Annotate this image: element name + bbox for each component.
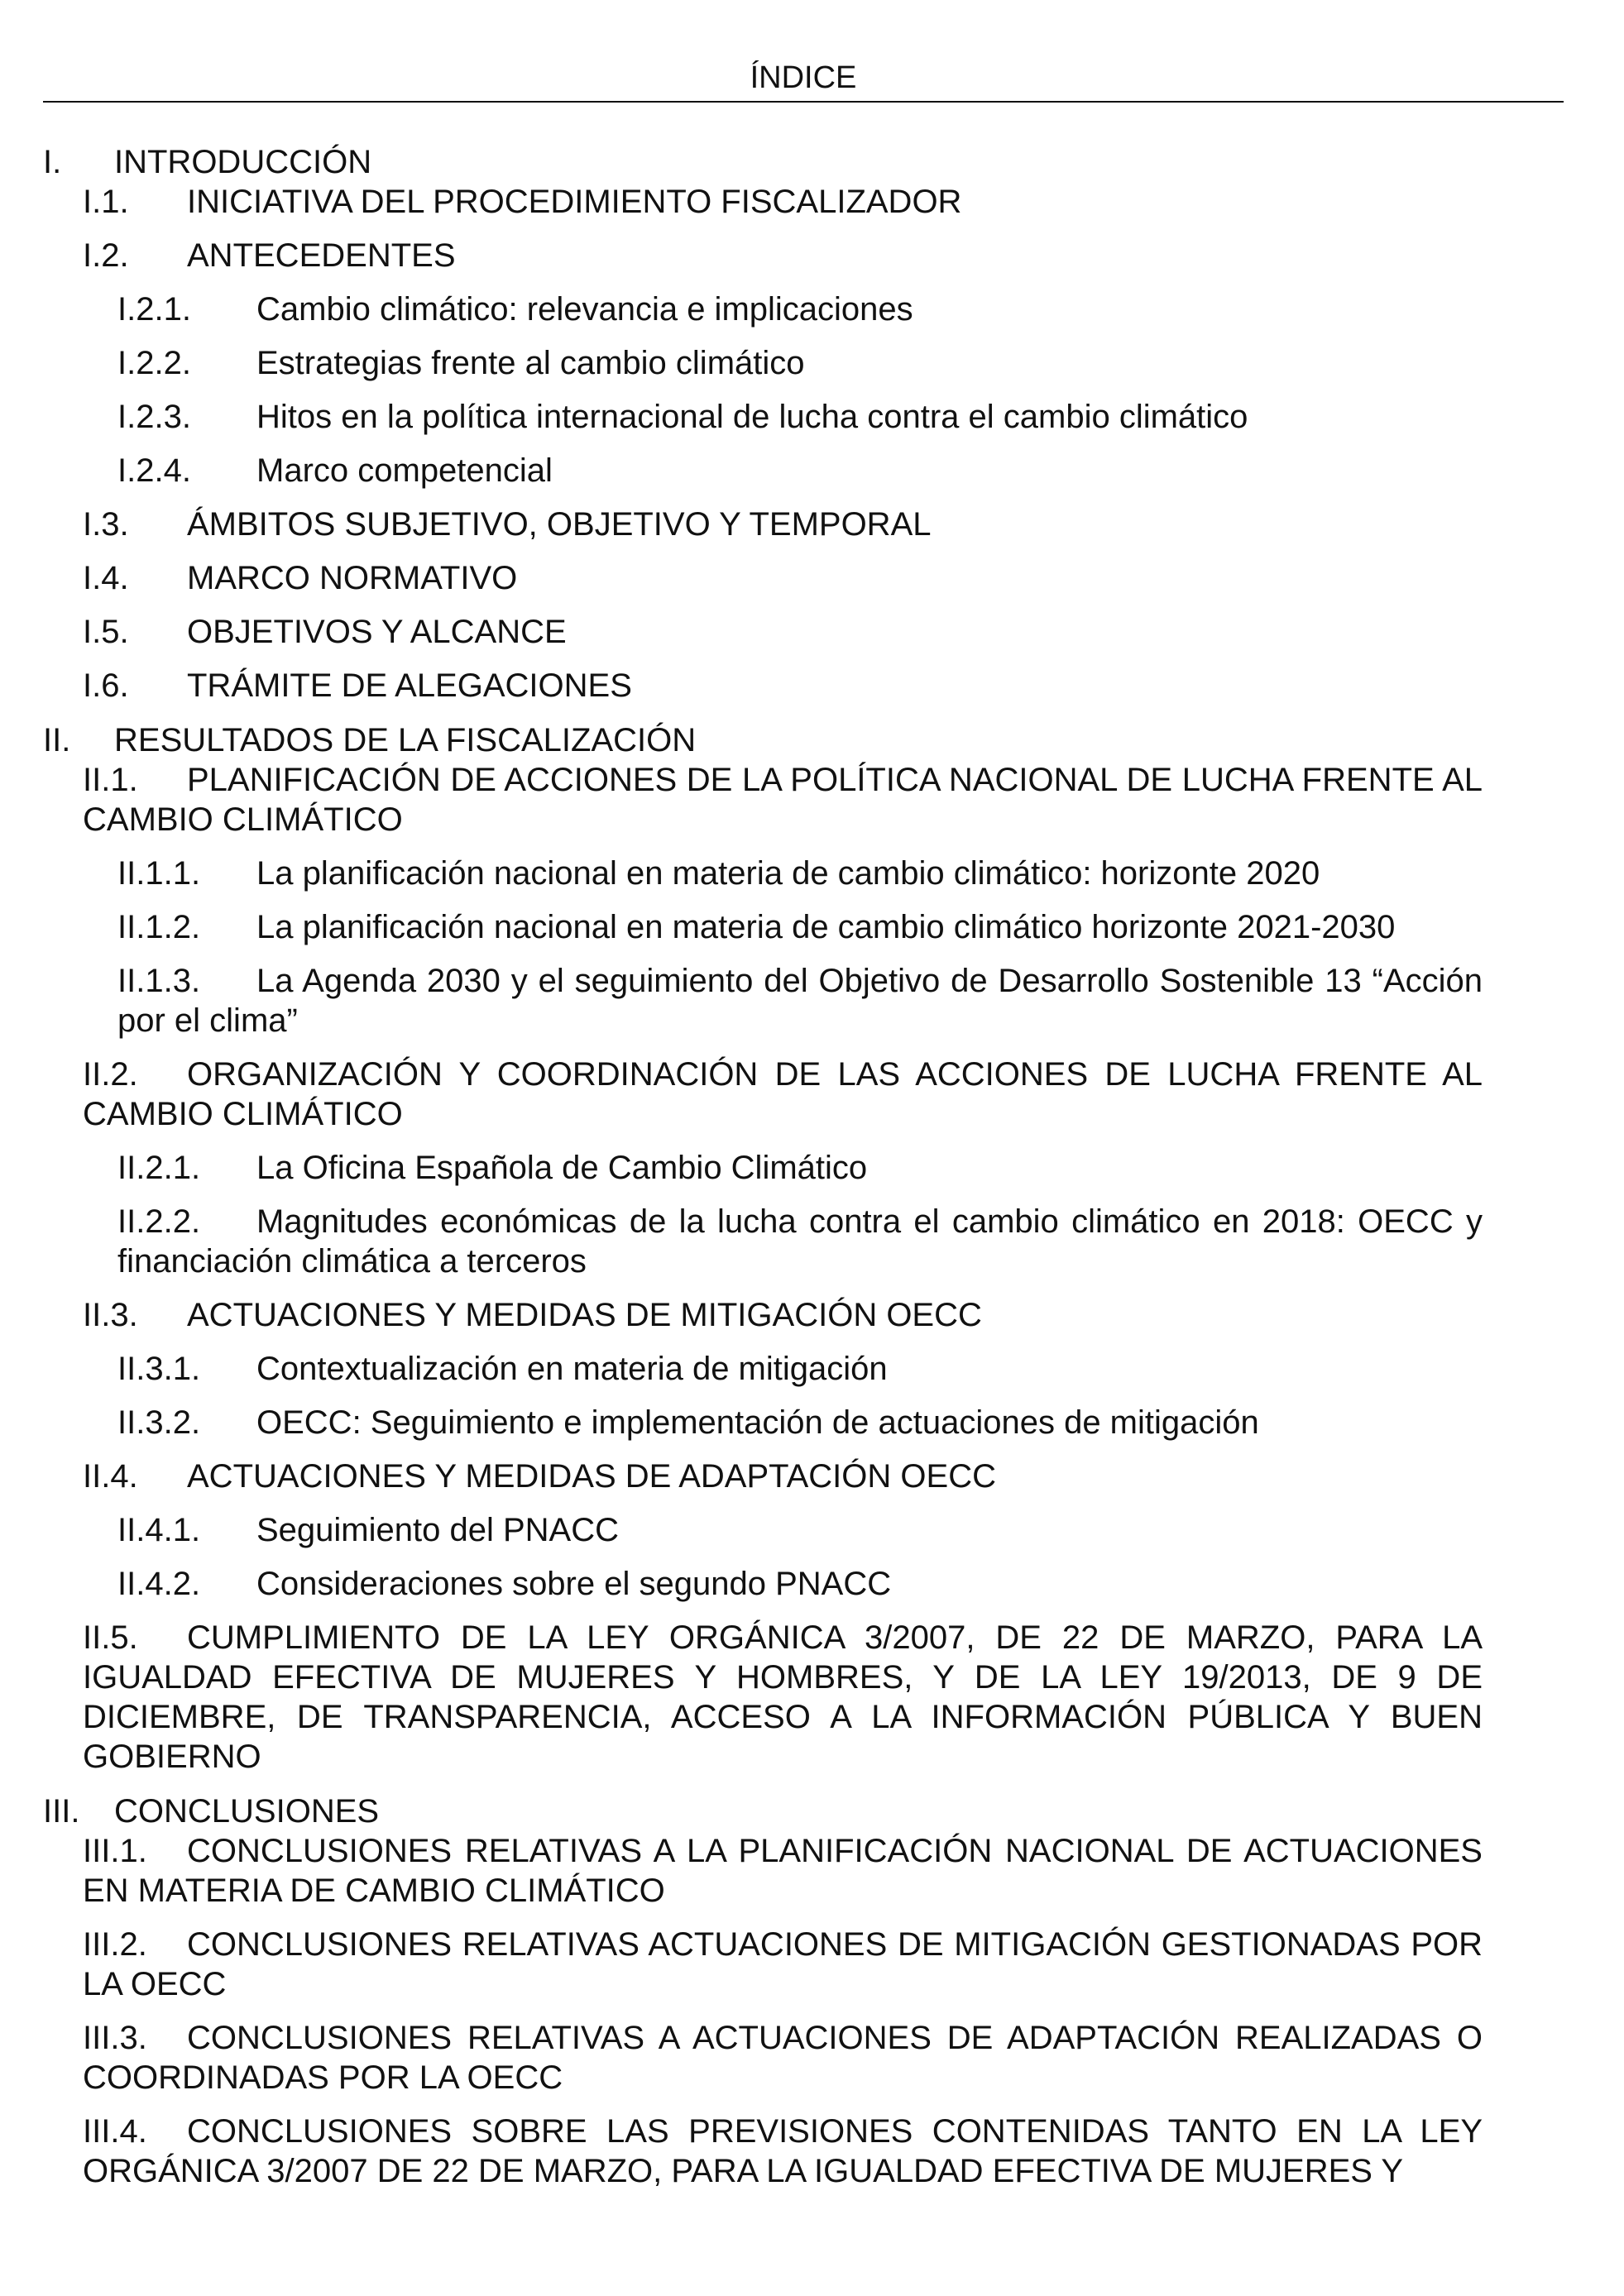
toc-entry-title: OECC: Seguimiento e implementación de actuaciones de mitigación (256, 1404, 1259, 1441)
toc-entry-title: ORGANIZACIÓN Y COORDINACIÓN DE LAS ACCIONES DE LUCHA FRENTE AL CAMBIO CLIMÁTICO (83, 1056, 1483, 1132)
toc-entry-level-2 (43, 1457, 1483, 1496)
toc-entry-level-2 (43, 2112, 1483, 2191)
toc-entry-number: I.4. (83, 560, 129, 596)
toc-entry-number: III.1. (83, 1833, 147, 1869)
toc-entry-number: II.3. (83, 1297, 138, 1333)
toc-entry-number: II.4.1. (117, 1512, 201, 1548)
toc-entry-number: III.4. (83, 2113, 147, 2150)
toc-entry-level-3 (43, 397, 1483, 437)
toc-entry-title: ACTUACIONES Y MEDIDAS DE ADAPTACIÓN OECC (187, 1458, 996, 1495)
toc-entry-level-3 (43, 1403, 1483, 1442)
toc-entry-number: II.1.1. (117, 855, 201, 892)
toc-entry-number: I.6. (83, 667, 129, 704)
toc-entry-level-2 (43, 666, 1483, 706)
toc-entry-level-3 (43, 1148, 1483, 1188)
toc-entry-title: La planificación nacional en materia de cambio climático: horizonte 2020 (256, 855, 1320, 892)
toc-entry-title: CUMPLIMIENTO DE LA LEY ORGÁNICA 3/2007, DE 22 DE MARZO, PARA LA IGUALDAD EFECTIVA DE MUJERES Y HOMBRES, Y DE LA LEY 19/2013, DE 9 DE DICIEMBRE, DE TRANSPARENCIA, ACCESO A LA INFORMACIÓN PÚBLICA Y BUEN GOBIERNO (83, 1619, 1483, 1775)
toc-entry-title: Consideraciones sobre el segundo PNACC (256, 1566, 892, 1602)
toc-entry-title: ACTUACIONES Y MEDIDAS DE MITIGACIÓN OECC (187, 1297, 982, 1333)
toc-entry-number: I.5. (83, 614, 129, 650)
toc-entry-number: I.2.3. (117, 399, 191, 435)
toc-entry-title: Hitos en la política internacional de lucha contra el cambio climático (256, 399, 1248, 435)
toc-entry-title: Cambio climático: relevancia e implicaciones (256, 291, 913, 328)
toc-entry-number: I.3. (83, 506, 129, 543)
toc-entry-level-1 (43, 1791, 1483, 1831)
toc-entry-level-1 (43, 142, 1483, 182)
toc-entry-number: II.3.2. (117, 1404, 201, 1441)
toc-entry-number: II. (43, 722, 71, 758)
toc-entry-title: CONCLUSIONES SOBRE LAS PREVISIONES CONTENIDAS TANTO EN LA LEY ORGÁNICA 3/2007 DE 22 DE MARZO, PARA LA IGUALDAD EFECTIVA DE MUJERES Y (83, 2113, 1483, 2189)
toc-entry-level-2 (43, 1618, 1483, 1777)
toc-entry-title: INICIATIVA DEL PROCEDIMIENTO FISCALIZADOR (187, 184, 962, 220)
toc-entry-level-3 (43, 1202, 1483, 1281)
page-title: ÍNDICE (750, 60, 857, 95)
toc-entry-title: INTRODUCCIÓN (114, 144, 372, 180)
toc-entry-title: PLANIFICACIÓN DE ACCIONES DE LA POLÍTICA NACIONAL DE LUCHA FRENTE AL CAMBIO CLIMÁTICO (83, 762, 1483, 838)
toc-entry-number: I.1. (83, 184, 129, 220)
toc-entry-number: II.2.1. (117, 1150, 201, 1186)
toc-entry-number: III. (43, 1793, 80, 1830)
toc-entry-title: La Agenda 2030 y el seguimiento del Objetivo de Desarrollo Sostenible 13 “Acción por el clima” (117, 963, 1483, 1039)
toc-entry-title: RESULTADOS DE LA FISCALIZACIÓN (114, 722, 697, 758)
toc-entry-level-2 (43, 2018, 1483, 2097)
toc-entry-title: ÁMBITOS SUBJETIVO, OBJETIVO Y TEMPORAL (187, 506, 932, 543)
toc-entry-level-3 (43, 289, 1483, 329)
toc-entry-title: Contextualización en materia de mitigación (256, 1351, 888, 1387)
toc-entry-title: Marco competencial (256, 452, 553, 489)
toc-entry-number: I.2.2. (117, 345, 191, 381)
header-rule (43, 101, 1564, 103)
table-of-contents (43, 139, 1483, 2191)
toc-entry-title: Magnitudes económicas de la lucha contra el cambio climático en 2018: OECC y financiación climática a terceros (117, 1203, 1483, 1280)
toc-entry-level-3 (43, 343, 1483, 383)
toc-entry-level-3 (43, 451, 1483, 490)
toc-entry-number: II.4. (83, 1458, 138, 1495)
toc-entry-level-1 (43, 720, 1483, 760)
toc-entry-title: CONCLUSIONES (114, 1793, 380, 1830)
toc-entry-level-3 (43, 961, 1483, 1040)
toc-entry-number: II.2.2. (117, 1203, 201, 1240)
toc-entry-number: III.2. (83, 1926, 147, 1963)
toc-entry-number: II.1.3. (117, 963, 201, 999)
toc-entry-title: CONCLUSIONES RELATIVAS A LA PLANIFICACIÓN NACIONAL DE ACTUACIONES EN MATERIA DE CAMBIO CLIMÁTICO (83, 1833, 1483, 1909)
toc-entry-level-2 (43, 558, 1483, 598)
toc-entry-number: I.2.4. (117, 452, 191, 489)
toc-entry-number: I.2. (83, 237, 129, 274)
toc-entry-number: I. (43, 144, 62, 180)
toc-entry-level-2 (43, 236, 1483, 275)
toc-entry-title: Seguimiento del PNACC (256, 1512, 619, 1548)
toc-entry-number: I.2.1. (117, 291, 191, 328)
toc-entry-number: II.1. (83, 762, 138, 798)
toc-entry-level-3 (43, 1349, 1483, 1389)
toc-entry-level-2 (43, 1055, 1483, 1134)
toc-entry-title: MARCO NORMATIVO (187, 560, 518, 596)
toc-entry-title: ANTECEDENTES (187, 237, 456, 274)
toc-entry-level-3 (43, 1564, 1483, 1604)
toc-entry-number: III.3. (83, 2020, 147, 2056)
toc-entry-title: CONCLUSIONES RELATIVAS A ACTUACIONES DE ADAPTACIÓN REALIZADAS O COORDINADAS POR LA OECC (83, 2020, 1483, 2096)
toc-entry-level-2 (43, 182, 1483, 222)
toc-entry-title: La planificación nacional en materia de cambio climático horizonte 2021-2030 (256, 909, 1396, 945)
toc-entry-level-2 (43, 505, 1483, 544)
toc-entry-level-3 (43, 854, 1483, 893)
toc-entry-level-2 (43, 1831, 1483, 1911)
toc-entry-number: II.1.2. (117, 909, 201, 945)
toc-entry-number: II.2. (83, 1056, 138, 1093)
toc-entry-level-2 (43, 760, 1483, 839)
toc-entry-title: CONCLUSIONES RELATIVAS ACTUACIONES DE MITIGACIÓN GESTIONADAS POR LA OECC (83, 1926, 1483, 2002)
toc-entry-title: Estrategias frente al cambio climático (256, 345, 805, 381)
toc-entry-level-3 (43, 907, 1483, 947)
toc-entry-number: II.4.2. (117, 1566, 201, 1602)
toc-entry-level-2 (43, 612, 1483, 652)
toc-entry-title: La Oficina Española de Cambio Climático (256, 1150, 868, 1186)
toc-entry-title: TRÁMITE DE ALEGACIONES (187, 667, 632, 704)
toc-entry-level-2 (43, 1295, 1483, 1335)
toc-entry-level-3 (43, 1510, 1483, 1550)
toc-entry-title: OBJETIVOS Y ALCANCE (187, 614, 567, 650)
toc-entry-number: II.5. (83, 1619, 138, 1656)
toc-entry-number: II.3.1. (117, 1351, 201, 1387)
toc-entry-level-2 (43, 1925, 1483, 2004)
